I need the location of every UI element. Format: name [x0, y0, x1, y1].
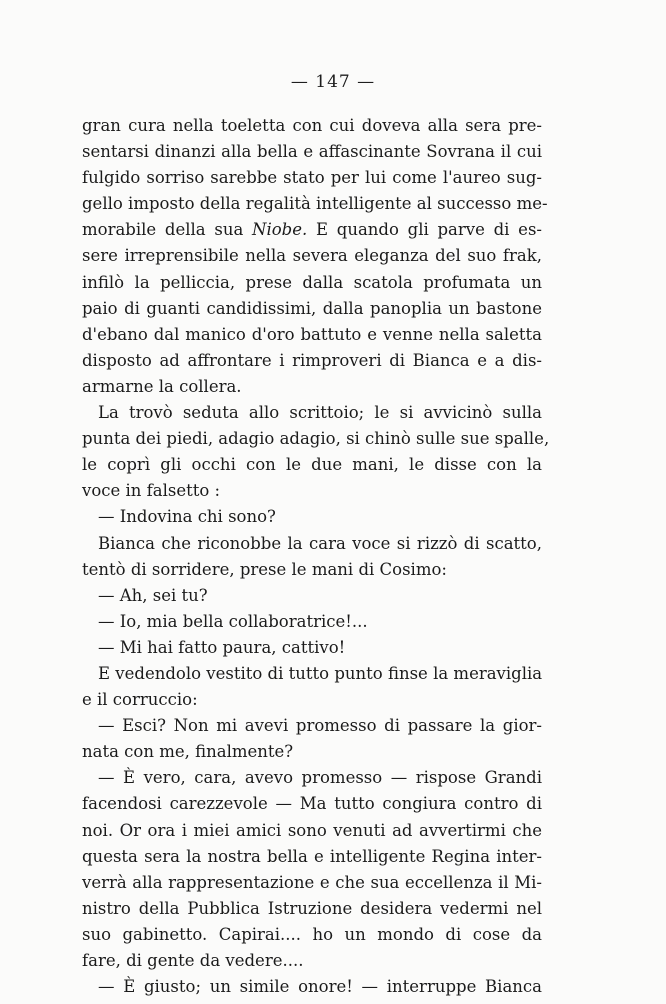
text-line: — È vero, cara, avevo promesso — rispose Grandi — [98, 768, 542, 788]
text-line: — Io, mia bella collaboratrice!... — [98, 611, 368, 631]
text-line: Bianca che riconobbe la cara voce si rizzò di scatto, — [98, 533, 542, 553]
text-line: sere irreprensibile nella severa eleganza del suo frak, — [82, 246, 542, 266]
text-line: — Mi hai fatto paura, cattivo! — [98, 637, 346, 657]
text-line: — Indovina chi sono? — [98, 507, 276, 527]
text-line: fulgido sorriso sarebbe stato per lui come l'aureo sug- — [82, 168, 542, 188]
text-line: infilò la pelliccia, prese dalla scatola profumata un — [82, 272, 542, 292]
text-line: d'ebano dal manico d'oro battuto e venne nella saletta — [82, 324, 542, 344]
text-line: facendosi carezzevole — Ma tutto congiura contro di — [82, 794, 542, 814]
text-line: gran cura nella toeletta con cui doveva alla sera pre- — [82, 116, 542, 135]
text-line: paio di guanti candidissimi, dalla panoplia un bastone — [82, 298, 542, 318]
text-line: armarne la collera. — [82, 376, 242, 396]
text-line: La trovò seduta allo scrittoio; le si avvicinò sulla — [98, 403, 542, 423]
text-line: — È giusto; un simile onore! — interruppe Bianca — [98, 977, 542, 997]
text-line: — Ah, sei tu? — [98, 585, 208, 605]
text-line: disposto ad affrontare i rimproveri di Bianca e a dis- — [82, 350, 542, 370]
text-line: fare, di gente da vedere.... — [82, 951, 304, 970]
text-line: sentarsi dinanzi alla bella e affascinante Sovrana il cui — [82, 142, 542, 162]
text-line: tentò di sorridere, prese le mani di Cosimo: — [82, 559, 447, 579]
text-line: — Esci? Non mi avevi promesso di passare la gior- — [98, 716, 542, 736]
body-text — [82, 113, 550, 1000]
text-line: le coprì gli occhi con le due mani, le disse con la — [82, 455, 542, 475]
page-number: — 147 — — [290, 72, 376, 92]
text-line — [82, 217, 542, 243]
text-line: verrà alla rappresentazione e che sua eccellenza il Mi- — [82, 872, 542, 892]
text-line: noi. Or ora i miei amici sono venuti ad avvertirmi che — [82, 820, 542, 840]
text-line: nistro della Pubblica Istruzione desidera vedermi nel — [82, 898, 542, 918]
text-line: nata con me, finalmente? — [82, 742, 294, 762]
text-line: gello imposto della regalità intelligente al successo me- — [82, 194, 548, 214]
text-segment: E quando gli parve di es- — [307, 220, 542, 240]
text-line: e il corruccio: — [82, 690, 198, 710]
text-segment: morabile della sua — [82, 220, 253, 240]
text-line: questa sera la nostra bella e intelligente Regina inter- — [82, 846, 542, 866]
italic-title: Niobe. — [252, 220, 308, 240]
text-line: E vedendolo vestito di tutto punto finse la meraviglia — [98, 663, 543, 683]
text-line: suo gabinetto. Capirai.... ho un mondo di cose da — [82, 924, 542, 944]
text-line: voce in falsetto : — [82, 481, 221, 501]
text-line: punta dei piedi, adagio adagio, si chinò sulle sue spalle, — [82, 429, 550, 449]
